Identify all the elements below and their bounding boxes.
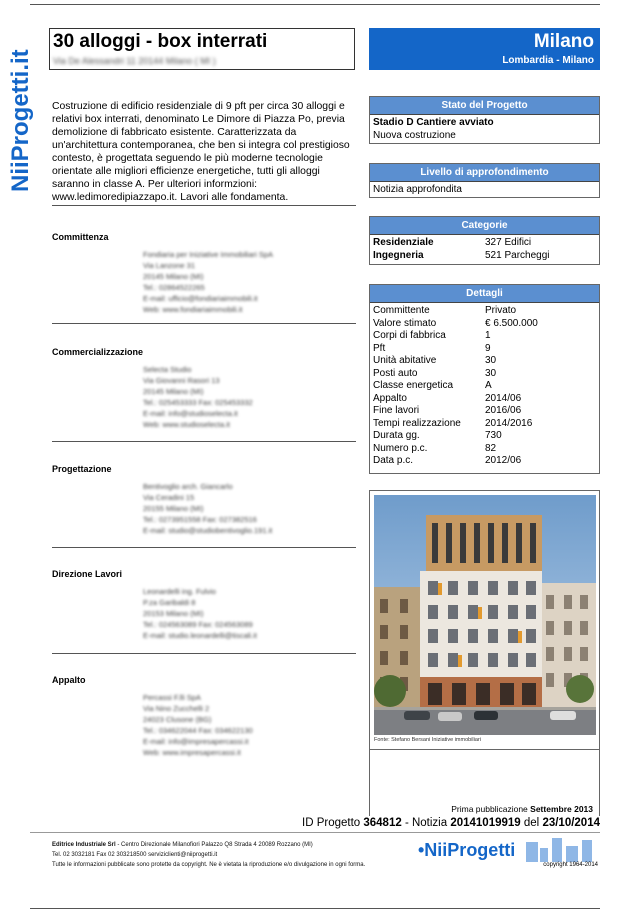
- dettagli-row: Appalto 2014/06: [373, 392, 522, 404]
- photo-caption: Fonte: Stefano Bersani Iniziative immobiliari: [374, 737, 481, 743]
- project-title: 30 alloggi - box interrati: [53, 31, 268, 52]
- project-address: Via De Alessandri 11 20144 Milano ( MI ): [53, 56, 216, 66]
- appalto-label: Appalto: [52, 675, 86, 685]
- dettagli-row: Valore stimato € 6.500.000: [373, 317, 538, 329]
- publication-box: [369, 750, 600, 816]
- copyright-text: copyright 1964-2014: [543, 862, 598, 868]
- project-id-line: ID Progetto 364812 - Notizia 20141019919 del 23/10/2014: [302, 817, 600, 829]
- dettagli-row: Durata gg. 730: [373, 430, 502, 441]
- project-photo-panel: [369, 490, 600, 750]
- progettazione-label: Progettazione: [52, 464, 112, 474]
- dettagli-row: Unità abitative 30: [373, 355, 497, 366]
- stato-type: Nuova costruzione: [373, 129, 456, 141]
- dettagli-header: Dettagli: [370, 285, 599, 303]
- dettagli-panel: [369, 284, 600, 474]
- building-rendering-image: [374, 495, 596, 735]
- footer-rule: [30, 832, 600, 833]
- city-box: [369, 28, 600, 70]
- publication-info: Prima pubblicazione Settembre 2013: [451, 804, 593, 814]
- title-box: [49, 28, 355, 70]
- project-description: Costruzione di edificio residenziale di 9 pft per circa 30 alloggi e relativi box interrati, denominato Le Dimore di Piazza Po, previa demolizione di fabbricato esistente. Caratterizzata da un'architettura contemporanea, che ben si integra col prestigioso contesto, è progettata seguendo le più moderne tecnologie orientate alle migliori efficienze energetiche, tutti gli alloggi saranno in classe A. Per ulteriori informzioni: www.ledimoredipiazzapo.it. Lavori alle fondamenta.: [52, 101, 350, 203]
- dettagli-row: Corpi di fabbrica 1: [373, 330, 491, 341]
- section-divider: [52, 205, 356, 206]
- livello-value: Notizia approfondita: [373, 184, 462, 195]
- dettagli-row: Posti auto 30: [373, 367, 497, 379]
- categoria-row: Ingegneria 521 Parcheggi: [373, 249, 550, 261]
- footer-info: Editrice Industriale Srl - Centro Direzionale Milanofiori Palazzo Q8 Strada 4 20089 Rozzano (MI) Tel. 02 3032181 Fax 02 303218500 serviziclienti@niiprogetti.it Tutte le informazioni pubblicate sono protette da copyright. Ne è vietata la riproduzione e/o divulgazione in ogni forma.: [52, 842, 366, 868]
- stato-panel: [369, 96, 600, 144]
- logo-text: NiiProgetti.it: [7, 49, 34, 192]
- livello-header: Livello di approfondimento: [370, 164, 599, 182]
- region-name: Lombardia - Milano: [502, 55, 594, 66]
- city-name: Milano: [533, 31, 594, 52]
- dettagli-row: Committente Privato: [373, 305, 517, 316]
- dettagli-row: Numero p.c. 82: [373, 442, 497, 454]
- categorie-header: Categorie: [370, 217, 599, 235]
- footer-logo-text: •NiiProgetti: [418, 840, 516, 860]
- committenza-label: Committenza: [52, 232, 109, 242]
- categoria-row: Residenziale 327 Edifici: [373, 237, 532, 248]
- progettazione-details: Bentivoglio arch. Giancarlo Via Ceradini 15 20155 Milano (MI) Tel.: 0273951558 Fax: 027382516 E-mail: studio@studiobentivoglio.191.it: [143, 482, 273, 535]
- bottom-rule: [30, 908, 600, 909]
- dettagli-row: Tempi realizzazione 2014/2016: [373, 417, 533, 429]
- livello-panel: [369, 163, 600, 198]
- niiprogetti-vertical-logo[interactable]: [2, 22, 36, 194]
- section-divider: [52, 323, 356, 324]
- committenza-details: Fondiaria per Iniziative Immobiliari SpA Via Lanzone 31 20145 Milano (MI) Tel.: 02864522265 E-mail: ufficio@fondiariaimmobili.it Web: www.fondiariaimmobili.it: [143, 250, 274, 314]
- stato-stage: Stadio D Cantiere avviato: [373, 117, 494, 128]
- section-divider: [52, 653, 356, 654]
- dettagli-row: Fine lavori 2016/06: [373, 405, 522, 416]
- commercializzazione-label: Commercializzazione: [52, 347, 144, 357]
- skyline-icon: [526, 838, 592, 862]
- commercializzazione-details: Selecta Studio Via Giovanni Rasori 13 20145 Milano (MI) Tel.: 025453333 Fax: 025453332 E-mail: info@studioselecta.it Web: www.studioselecta.it: [143, 365, 253, 429]
- top-rule: [30, 4, 600, 5]
- dettagli-row: Data p.c. 2012/06: [373, 455, 522, 466]
- direzione-lavori-label: Direzione Lavori: [52, 569, 123, 579]
- stato-header: Stato del Progetto: [370, 97, 599, 115]
- section-divider: [52, 441, 356, 442]
- categorie-panel: [369, 216, 600, 265]
- direzione-lavori-details: Leonardelli ing. Fulvio P.za Garibaldi 8 20153 Milano (MI) Tel.: 024563089 Fax: 024563089 E-mail: studio.leonardelli@tiscali.it: [143, 587, 257, 640]
- dettagli-row: Classe energetica A: [373, 380, 492, 391]
- section-divider: [52, 547, 356, 548]
- appalto-details: Percassi F.lli SpA Via Nino Zucchelli 2 24023 Clusone (BG) Tel.: 034622044 Fax: 034622130 E-mail: info@impresapercassi.it Web: www.impresapercassi.it: [143, 693, 253, 757]
- dettagli-row: Pft 9: [373, 342, 491, 354]
